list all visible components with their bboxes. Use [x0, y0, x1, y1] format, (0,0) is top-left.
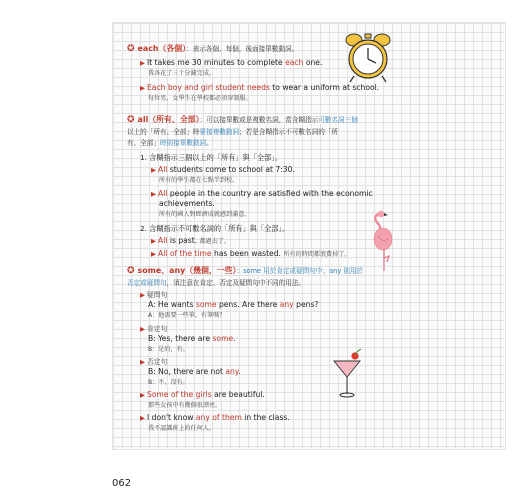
bullet-circle-icon: ✪: [127, 44, 135, 54]
some-any-heading: ✪ some、any（幾個，一些）：some 用於肯定或疑問句中；any 則用於: [127, 266, 364, 276]
arrow-icon: ▶: [140, 325, 145, 333]
bullet-circle-icon: ✪: [127, 115, 135, 125]
each-heading: ✪ each（各個）：表示各個、每個，後面接單數動詞。: [127, 44, 299, 54]
each-example-2: ▶ Each boy and girl student needs to wear a uniform at school.: [140, 83, 380, 92]
arrow-icon: ▶: [140, 358, 145, 366]
all-point-1-label: 1. 含糊指示三個以上的「所有」與「全部」。: [140, 153, 283, 162]
all-heading: ✪ all（所有、全部）：可以接單數或是複數名詞，當含糊指示可數名詞三個: [127, 115, 358, 125]
flamingo-icon: [366, 208, 406, 274]
arrow-icon: ▶: [140, 59, 145, 67]
all-point-1-example-1-translation: 所有的學生都在七點半到校。: [159, 177, 239, 184]
each-example-1-translation: 我各花了三十分鐘完成。: [148, 70, 216, 77]
all-point-1-example-1: ▶ All students come to school at 7:30.: [151, 165, 295, 174]
all-point-2-label: 2. 含糊指示不可數名詞的「所有」與「全部」。: [140, 224, 290, 233]
all-point-1-example-2: ▶ All people in the country are satisfied with the economic: [151, 189, 373, 198]
arrow-icon: ▶: [151, 190, 156, 198]
arrow-icon: ▶: [151, 166, 156, 174]
question-label: ▶ 疑問句: [140, 291, 168, 299]
all-point-2-example-1: ▶ All is past. 都過去了。: [151, 236, 231, 245]
question-translation: A：他需要一些筆，有筆嗎？: [148, 312, 226, 319]
arrow-icon: ▶: [140, 414, 145, 422]
alarm-clock-icon: [342, 30, 394, 84]
any-example: ▶ I don't know any of them in the class.: [140, 413, 290, 422]
arrow-icon: ▶: [151, 250, 156, 258]
all-point-1-example-2-translation: 所有的國人對經濟成就感到滿意。: [159, 211, 251, 218]
arrow-icon: ▶: [140, 391, 145, 399]
all-note-line-2: 以上的「所有、全部」時要接複數動詞；若是含糊指示不可數名詞的「所: [127, 128, 338, 136]
some-example: ▶ Some of the girls are beautiful.: [140, 390, 265, 399]
positive-label: ▶ 肯定句: [140, 325, 168, 333]
positive-translation: B：是的，有。: [148, 346, 189, 353]
page-number: 062: [112, 478, 132, 489]
positive-sentence: B: Yes, there are some.: [148, 334, 236, 343]
arrow-icon: ▶: [151, 237, 156, 245]
question-sentence: A: He wants some pens. Are there any pens?: [148, 300, 319, 309]
some-any-note-line-2: 否定或疑問句，須注意在肯定、否定及疑問句中不同的用法。: [127, 279, 306, 287]
negative-sentence: B: No, there are not any.: [148, 367, 241, 376]
each-example-2-translation: 每位男、女學生在學校都必須穿制服。: [148, 95, 252, 102]
bullet-circle-icon: ✪: [127, 266, 135, 276]
negative-label: ▶ 否定句: [140, 358, 168, 366]
any-example-translation: 我不認識班上的任何人。: [148, 425, 216, 432]
negative-translation: B：不，沒有。: [148, 379, 189, 386]
some-example-translation: 那些女孩中有幾個很漂亮。: [148, 402, 222, 409]
cocktail-glass-icon: [330, 346, 364, 402]
each-example-1: ▶ It takes me 30 minutes to complete each one.: [140, 58, 323, 67]
all-point-1-example-2-cont: achievements.: [159, 199, 215, 208]
all-note-line-3: 有、全部」時則接單數動詞。: [127, 139, 213, 147]
arrow-icon: ▶: [140, 291, 145, 299]
all-point-2-example-2: ▶ All of the time has been wasted. 所有的時間都浪費掉了。: [151, 249, 351, 258]
arrow-icon: ▶: [140, 84, 145, 92]
